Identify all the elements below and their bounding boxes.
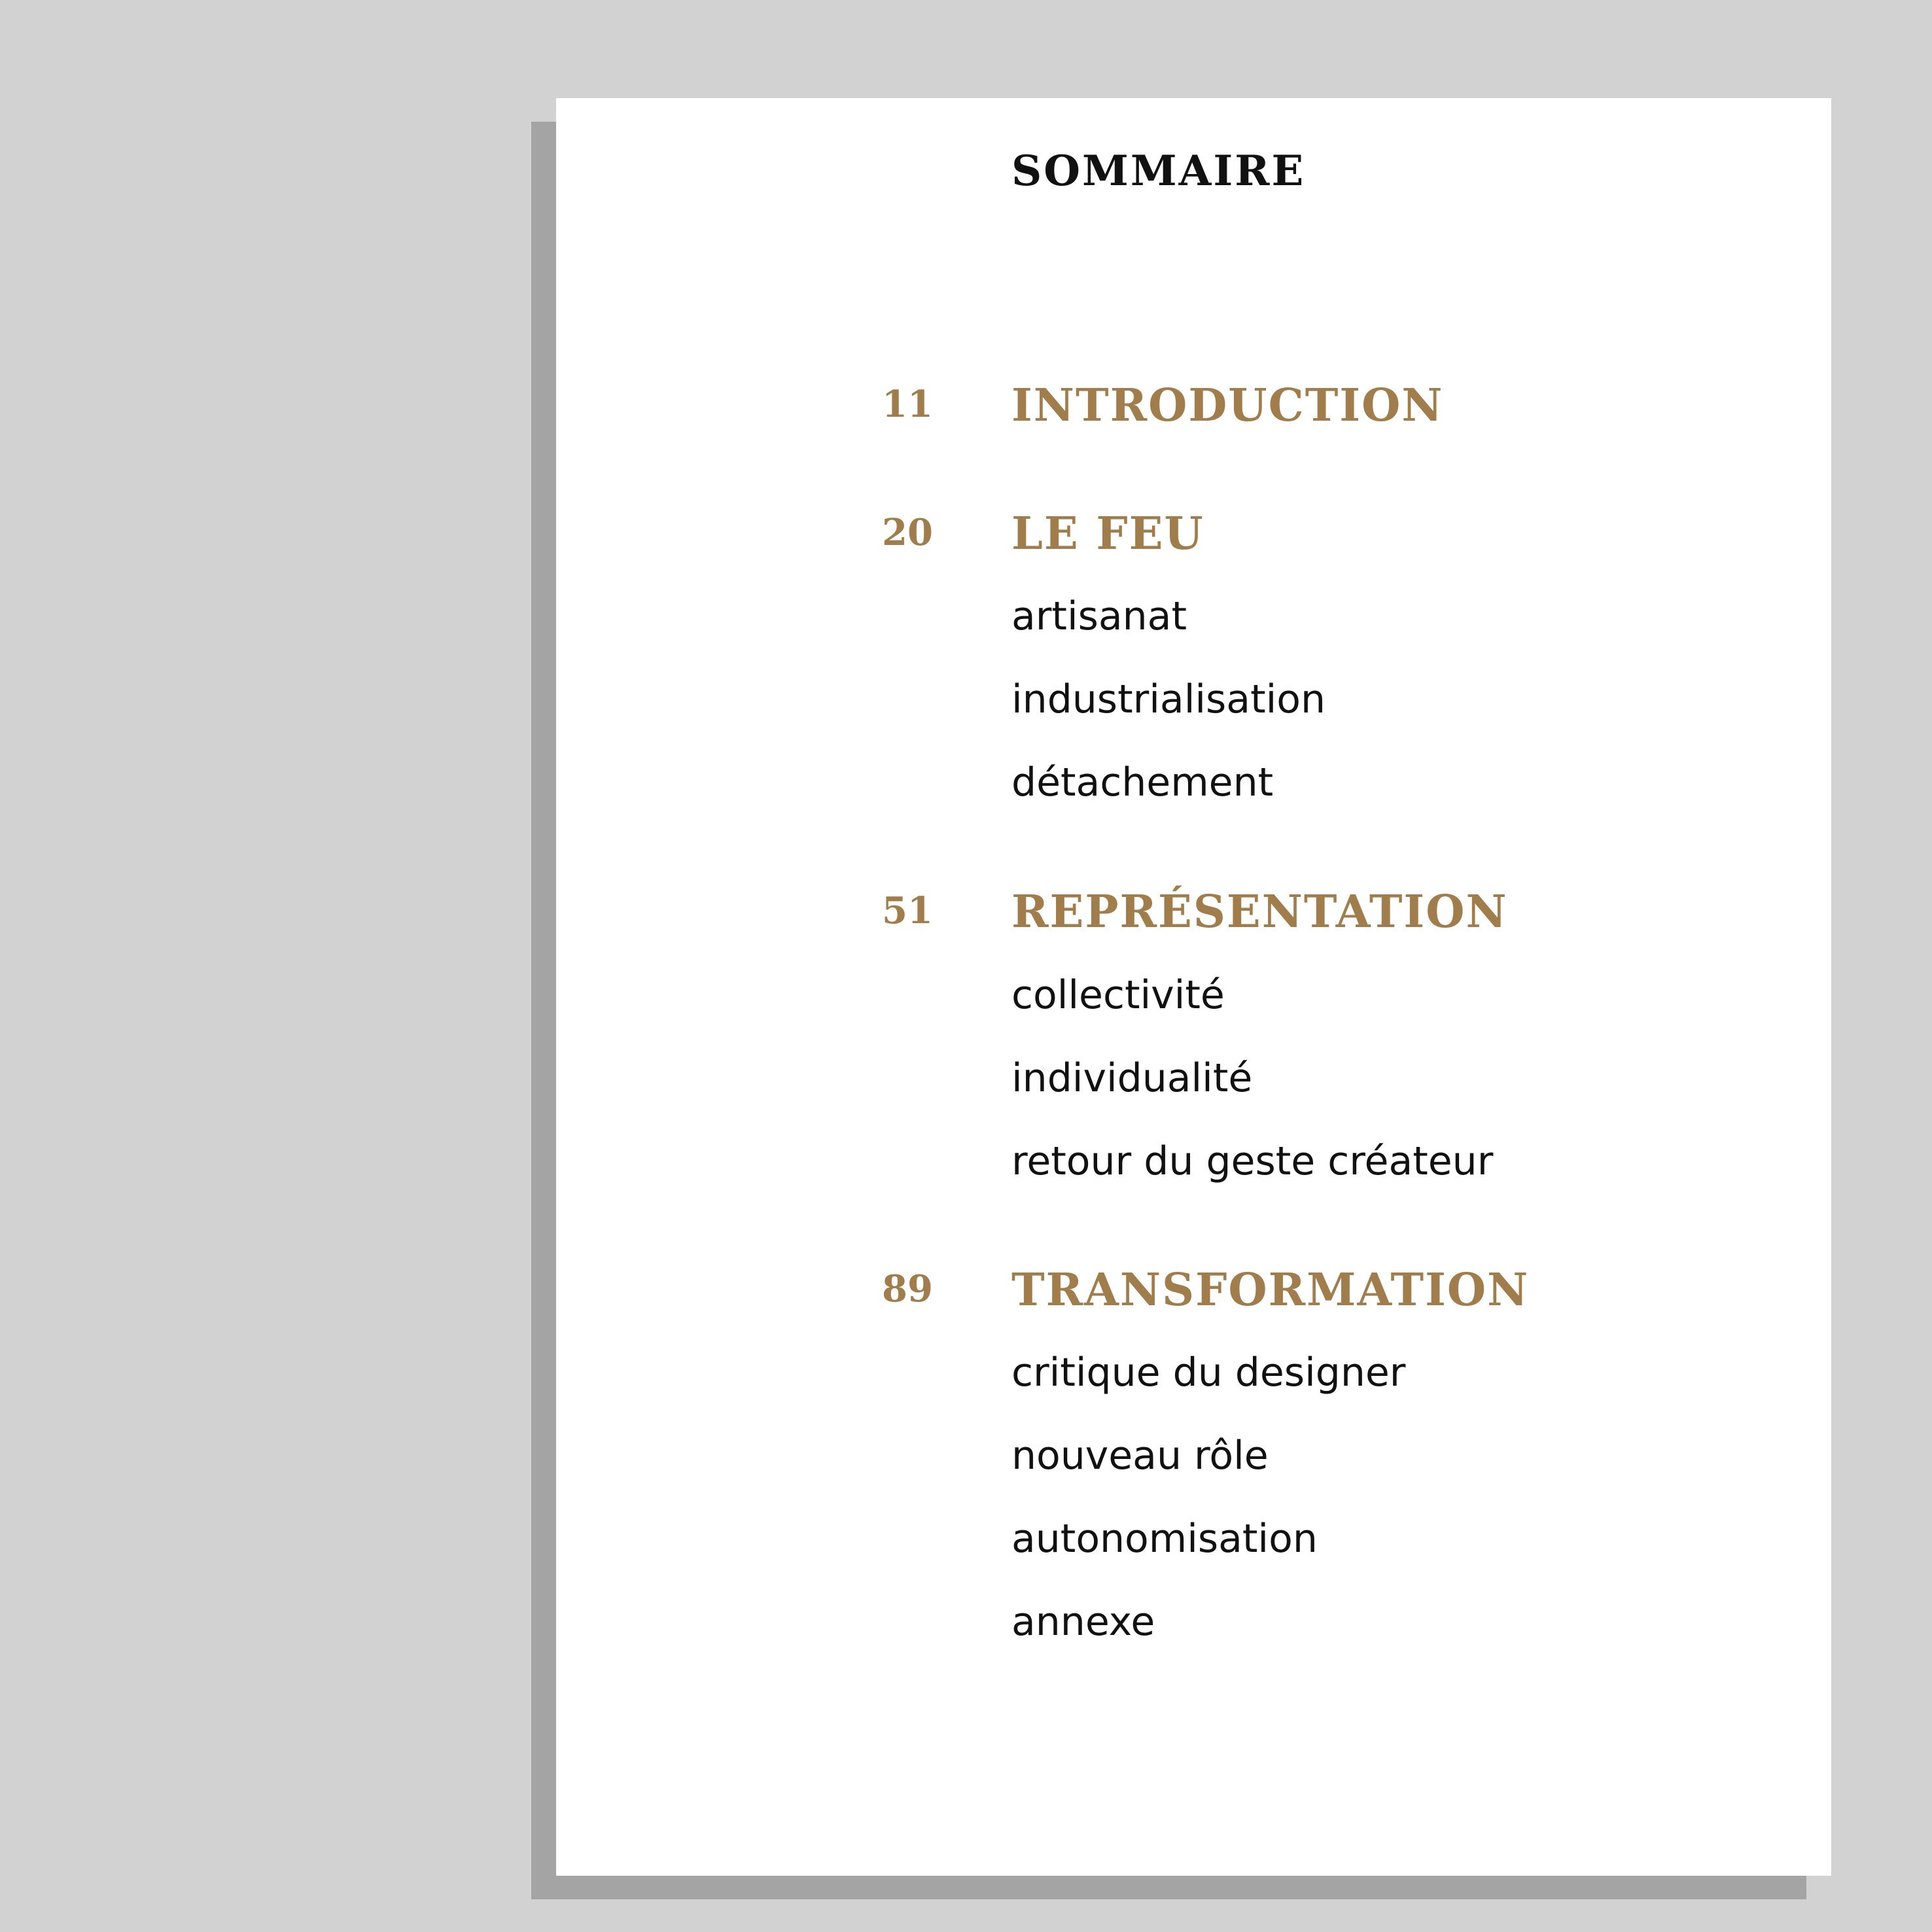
section-page-number: 11 — [882, 383, 933, 426]
section-title: INTRODUCTION — [1011, 379, 1444, 432]
page-title: SOMMAIRE — [1011, 147, 1306, 196]
toc-subitem: critique du designer — [1011, 1350, 1406, 1396]
section-title: REPRÉSENTATION — [1011, 886, 1508, 938]
toc-subitem: industrialisation — [1011, 676, 1326, 722]
toc-subitem: autonomisation — [1011, 1516, 1318, 1562]
document-page — [556, 98, 1831, 1876]
toc-subitem: artisanat — [1011, 593, 1187, 639]
toc-subitem: individualité — [1011, 1055, 1253, 1101]
section-page-number: 51 — [882, 889, 933, 932]
section-title: LE FEU — [1011, 508, 1204, 560]
section-title: TRANSFORMATION — [1011, 1264, 1530, 1316]
toc-subitem: retour du geste créateur — [1011, 1138, 1494, 1184]
toc-subitem: annexe — [1011, 1599, 1155, 1645]
toc-subitem: détachement — [1011, 760, 1274, 805]
toc-subitem: nouveau rôle — [1011, 1433, 1269, 1479]
toc-subitem: collectivité — [1011, 972, 1225, 1018]
section-page-number: 20 — [882, 511, 933, 554]
section-page-number: 89 — [882, 1267, 933, 1310]
